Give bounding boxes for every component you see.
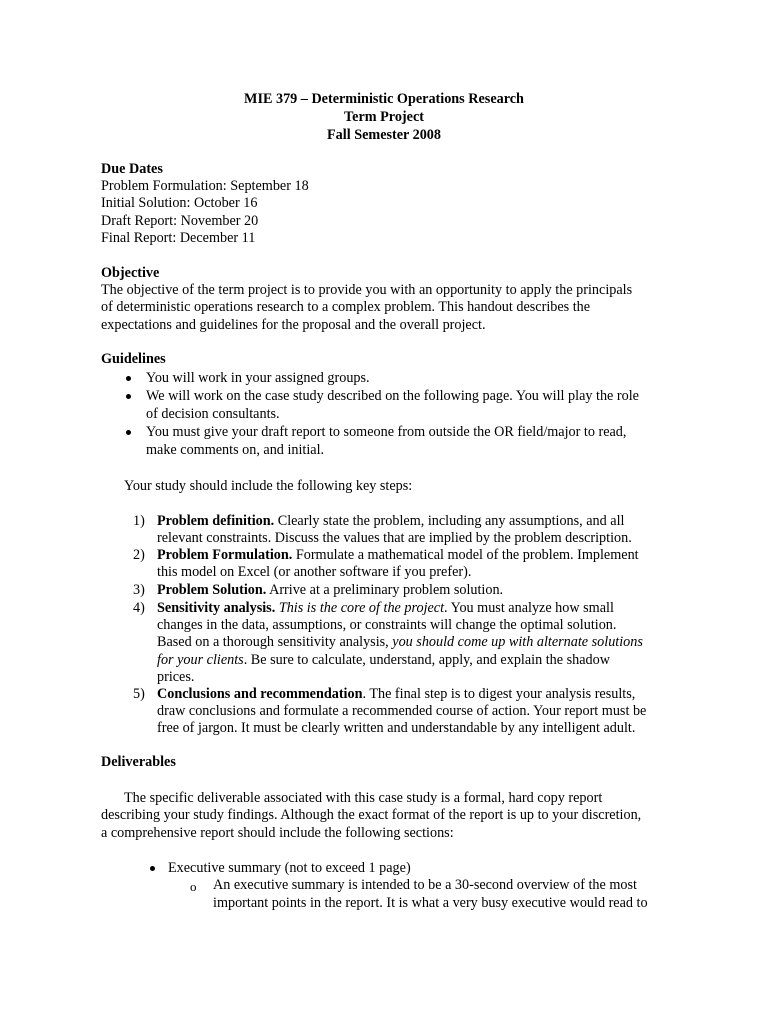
- step-line: [157, 720, 635, 737]
- step-line: [157, 703, 646, 720]
- step-line: [157, 652, 610, 669]
- deliverables-line: describing your study findings. Although the exact format of the report is up to your discretion,: [101, 807, 642, 823]
- step-title: Conclusions and recommendation: [157, 686, 363, 702]
- step-number: 3): [133, 582, 145, 598]
- due-dates-heading: Due Dates: [101, 161, 163, 177]
- objective-heading: Objective: [101, 265, 160, 281]
- step-text: free of jargon. It must be clearly written and understandable by any intelligent adult.: [157, 720, 636, 737]
- step-line: [157, 513, 624, 530]
- step-line: [157, 686, 635, 703]
- objective-line: of deterministic operations research to a complex problem. This handout describes the: [101, 299, 591, 315]
- step-text: changes in the data, assumptions, or constraints will change the optimal solution.: [157, 617, 617, 634]
- step-text: prices.: [157, 668, 195, 685]
- step-line: [157, 600, 614, 617]
- due-date-item: Initial Solution: October 16: [101, 195, 258, 211]
- step-title: Sensitivity analysis.: [157, 600, 276, 616]
- guideline-bullet-line: You must give your draft report to someone from outside the OR field/major to read,: [146, 424, 627, 440]
- step-line: [157, 634, 643, 651]
- guideline-bullet-line: You will work in your assigned groups.: [146, 370, 370, 386]
- semester-title: Fall Semester 2008: [327, 127, 441, 143]
- step-text: Based on a thorough sensitivity analysis,: [157, 634, 393, 651]
- bullet-dot-icon: [126, 430, 131, 435]
- bullet-dot-icon: [126, 394, 131, 399]
- emphasis-text: This is the core of the project: [278, 600, 445, 616]
- course-title: MIE 379 – Deterministic Operations Research: [244, 91, 524, 107]
- step-title: Problem Formulation.: [157, 547, 293, 563]
- guidelines-heading: Guidelines: [101, 351, 166, 367]
- executive-summary-detail-line: important points in the report. It is what a very busy executive would read to: [213, 895, 648, 911]
- deliverables-line: The specific deliverable associated with this case study is a formal, hard copy report: [124, 790, 603, 806]
- step-text: draw conclusions and formulate a recommended course of action. Your report must be: [157, 703, 647, 720]
- step-text: . The final step is to digest your analysis results,: [362, 686, 636, 702]
- objective-line: expectations and guidelines for the proposal and the overall project.: [101, 317, 486, 333]
- steps-intro: Your study should include the following key steps:: [124, 478, 413, 494]
- step-text: Formulate a mathematical model of the problem. Implement: [292, 547, 639, 563]
- step-text: . You must analyze how small: [444, 600, 614, 616]
- emphasis-text: you should come up with alternate solutions: [392, 634, 643, 651]
- step-title: Problem Solution.: [157, 582, 267, 598]
- project-title: Term Project: [344, 109, 424, 125]
- step-text: relevant constraints. Discuss the values that are implied by the problem description.: [157, 530, 632, 547]
- executive-summary-detail-line: An executive summary is intended to be a 30-second overview of the most: [213, 877, 637, 893]
- sub-bullet-marker-icon: o: [190, 879, 197, 894]
- executive-summary-bullet: Executive summary (not to exceed 1 page): [168, 860, 411, 876]
- step-number: 1): [133, 513, 145, 529]
- step-line: [157, 582, 503, 599]
- deliverables-heading: Deliverables: [101, 754, 176, 770]
- step-line: [157, 617, 616, 634]
- step-number: 2): [133, 547, 145, 563]
- deliverables-line: a comprehensive report should include the following sections:: [101, 825, 454, 841]
- emphasis-text: for your clients: [157, 651, 244, 668]
- step-text: Arrive at a preliminary problem solution.: [266, 582, 504, 598]
- step-number: 4): [133, 600, 145, 616]
- step-title: Problem definition.: [157, 513, 275, 529]
- due-date-item: Final Report: December 11: [101, 230, 256, 246]
- step-text: this model on Excel (or another software if you prefer).: [157, 564, 472, 581]
- due-date-item: Draft Report: November 20: [101, 213, 259, 229]
- step-text: Clearly state the problem, including any assumptions, and all: [274, 513, 625, 529]
- step-line: [157, 547, 639, 564]
- step-number: 5): [133, 686, 145, 702]
- due-date-item: Problem Formulation: September 18: [101, 178, 309, 194]
- guideline-bullet-line: of decision consultants.: [146, 405, 280, 422]
- step-line: [157, 530, 632, 547]
- step-line: [157, 564, 471, 581]
- guideline-bullet-line: make comments on, and initial.: [146, 441, 325, 458]
- objective-line: The objective of the term project is to provide you with an opportunity to apply the principals: [101, 282, 633, 298]
- step-line: [157, 669, 194, 686]
- guideline-bullet-line: We will work on the case study described on the following page. You will play the role: [146, 388, 639, 404]
- bullet-dot-icon: [126, 376, 131, 381]
- bullet-dot-icon: [150, 866, 155, 871]
- step-text: . Be sure to calculate, understand, apply, and explain the shadow: [243, 651, 610, 668]
